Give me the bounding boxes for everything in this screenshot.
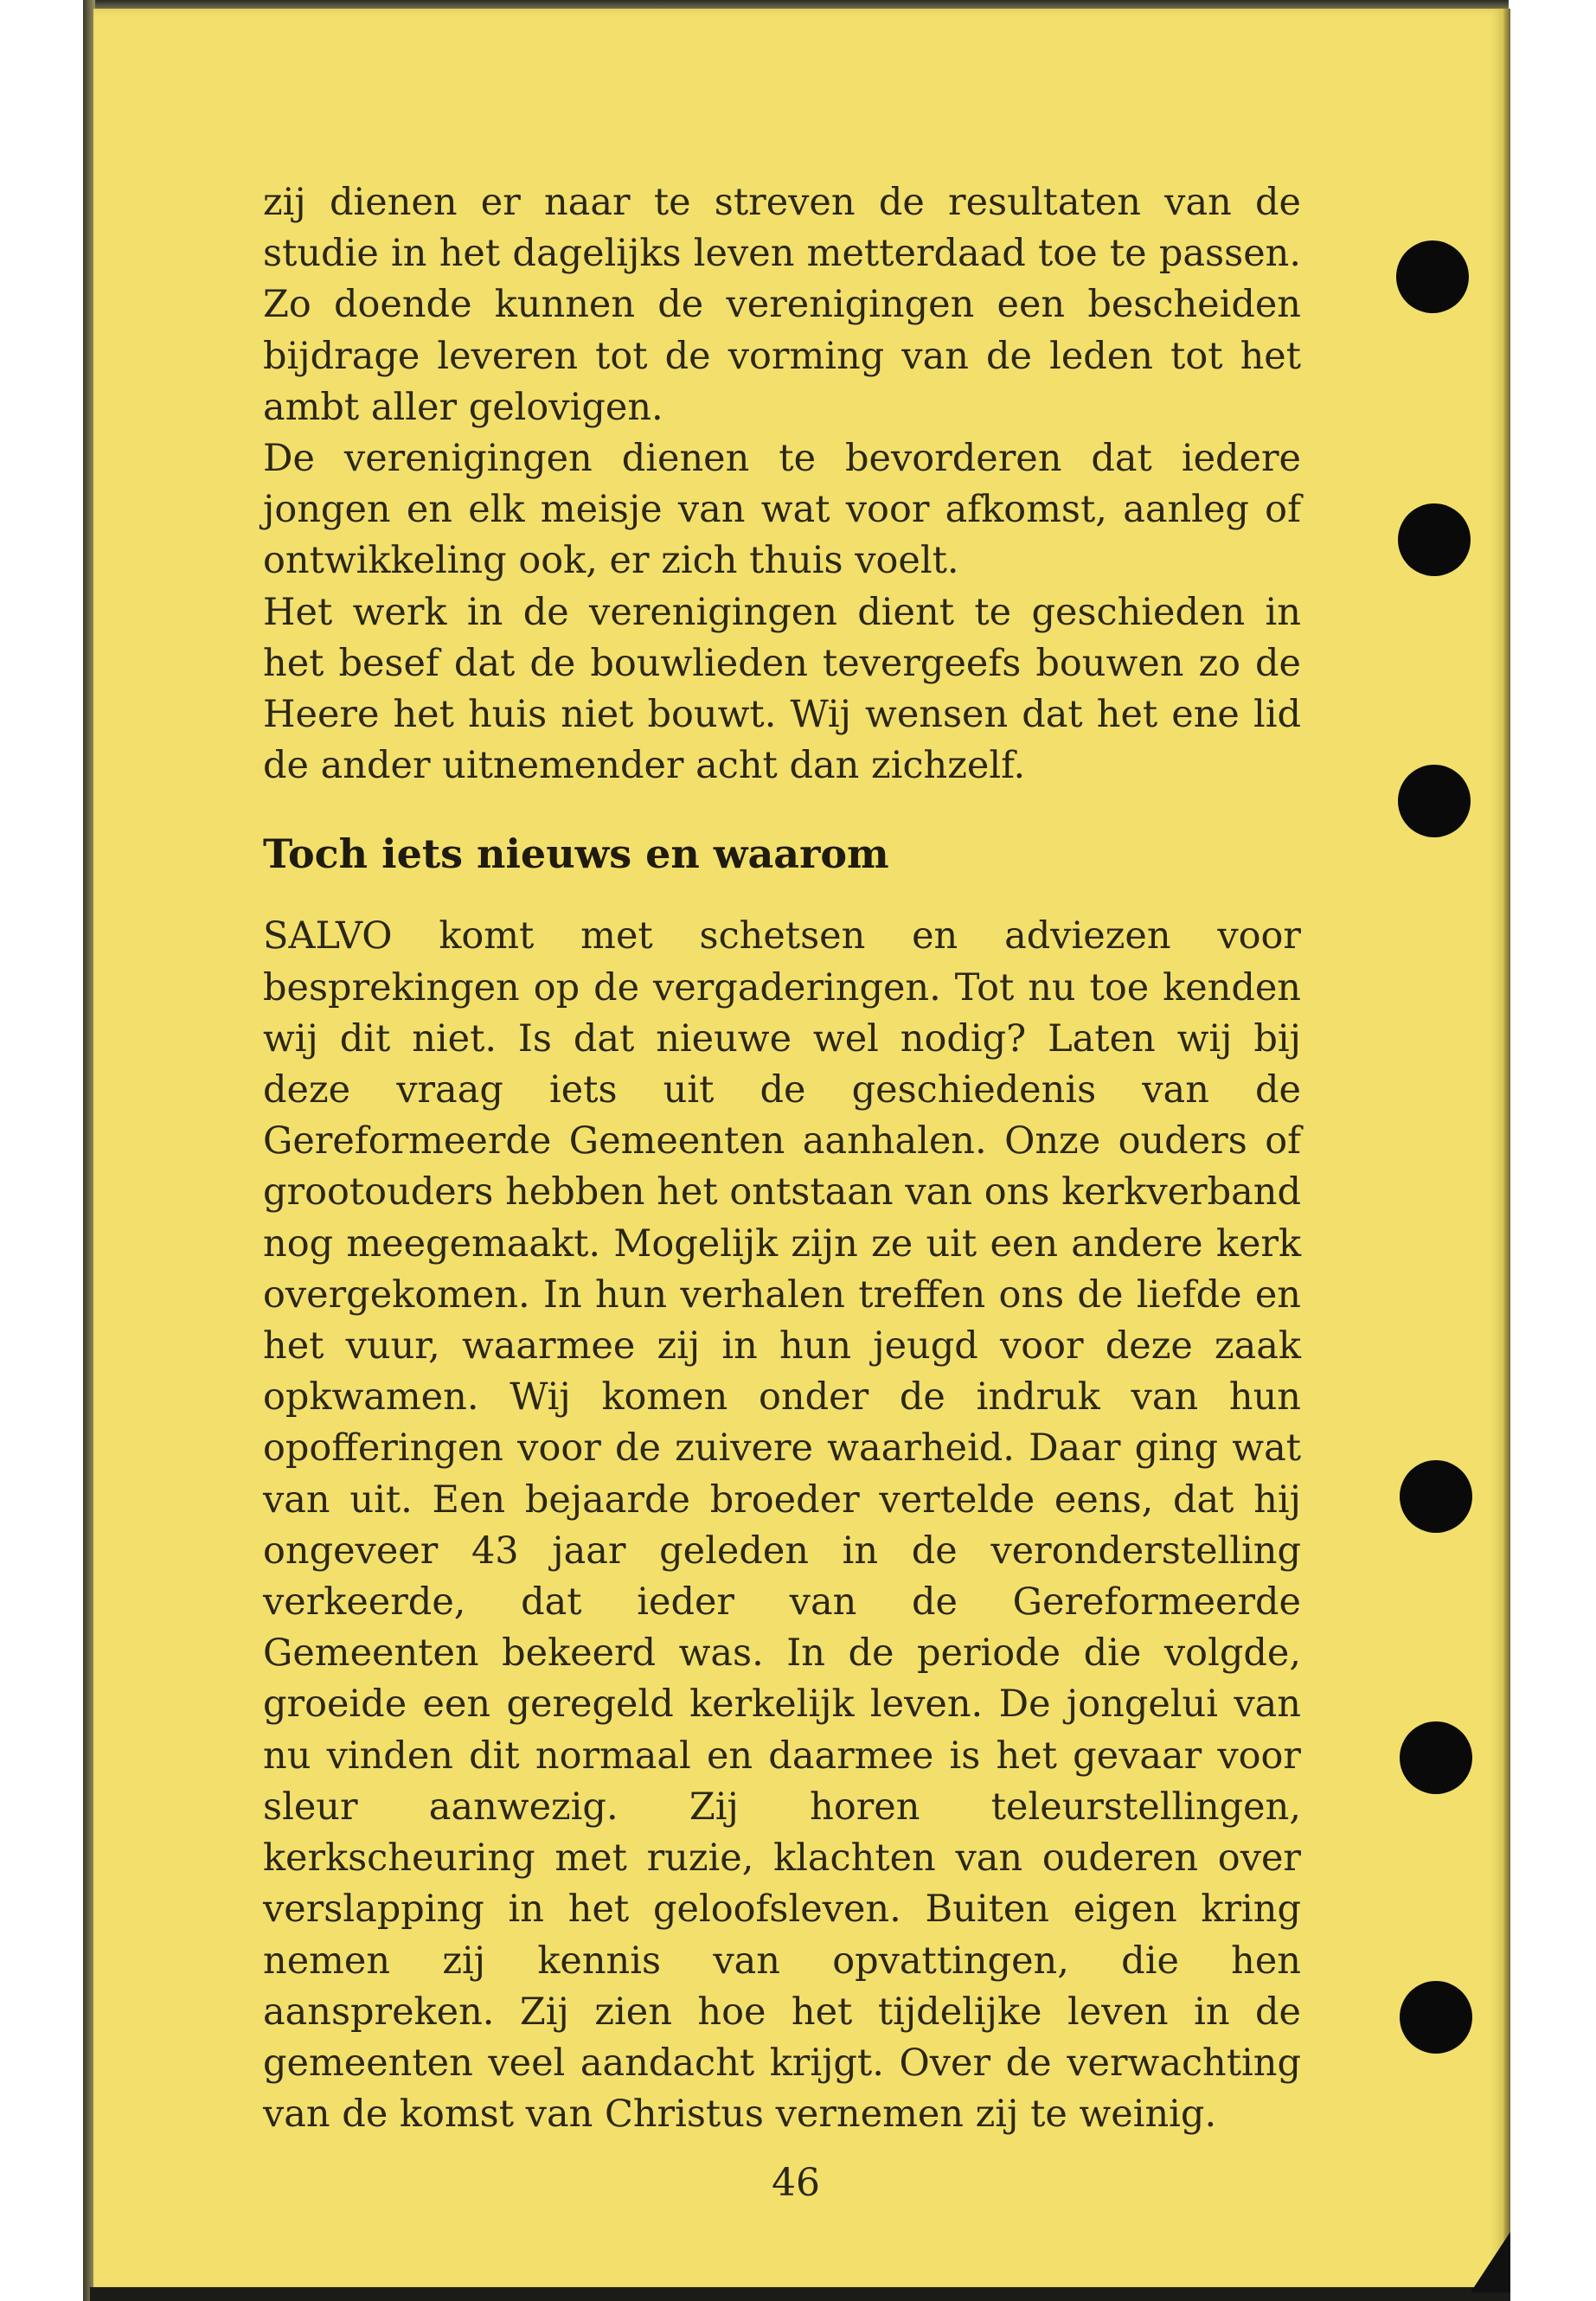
- section-heading: Toch iets nieuws en waarom: [263, 830, 889, 878]
- punch-hole: [1400, 1981, 1472, 2054]
- page-right-edge: [1503, 9, 1510, 2291]
- page-number: 46: [772, 2161, 820, 2205]
- punch-hole: [1400, 1460, 1472, 1533]
- paragraph: Het werk in de verenigingen dient te geschieden in het besef dat de bouwlieden tevergeefs bouwen zo de Heere het huis niet bouwt. Wij wensen dat het ene lid de ander uitnemender acht dan zichzelf.: [263, 590, 1301, 788]
- punch-hole: [1398, 503, 1471, 576]
- punch-hole: [1396, 240, 1469, 313]
- punch-hole: [1400, 1721, 1472, 1794]
- punch-hole: [1398, 765, 1471, 837]
- paragraph: De verenigingen dienen te bevorderen dat iedere jongen en elk meisje van wat voor afkomst, aanleg of ontwikkeling ook, er zich thuis voelt.: [263, 437, 1301, 583]
- paragraph: zij dienen er naar te streven de resultaten van de studie in het dagelijks leven metterdaad toe te passen. Zo doende kunnen de verenigingen een bescheiden bijdrage leveren tot de vorming van de leden tot het ambt aller gelovigen.: [263, 181, 1301, 429]
- page-bottom-edge: [90, 2287, 1510, 2301]
- paragraph: SALVO komt met schetsen en adviezen voor besprekingen op de vergaderingen. Tot nu toe kenden wij dit niet. Is dat nieuwe wel nodig? Laten wij bij deze vraag iets uit de geschiedenis van de Gereformeerde Gemeenten aanhalen. Onze ouders of grootouders hebben het ontstaan van ons kerkverband nog meegemaakt. Mogelijk zijn ze uit een andere kerk overgekomen. In hun verhalen treffen ons de liefde en het vuur, waarmee zij in hun jeugd voor deze zaak opkwamen. Wij komen onder de indruk van hun opofferingen voor de zuivere waarheid. Daar ging wat van uit. Een bejaarde broeder vertelde eens, dat hij ongeveer 43 jaar geleden in de veronderstelling verkeerde, dat ieder van de Gereformeerde Gemeenten bekeerd was. In de periode die volgde, groeide een geregeld kerkelijk leven. De jongelui van nu vinden dit normaal en daarmee is het gevaar voor sleur aanwezig. Zij horen teleurstellingen, kerkscheuring met ruzie, klachten van ouderen over verslapping in het geloofsleven. Buiten eigen kring nemen zij kennis van opvattingen, die hen aanspreken. Zij zien hoe het tijdelijke leven in de gemeenten veel aandacht krijgt. Over de verwachting van de komst van Christus vernemen zij te weinig.: [263, 914, 1301, 2137]
- page-text: [263, 177, 1301, 2140]
- page-corner-fold: [1471, 2232, 1510, 2292]
